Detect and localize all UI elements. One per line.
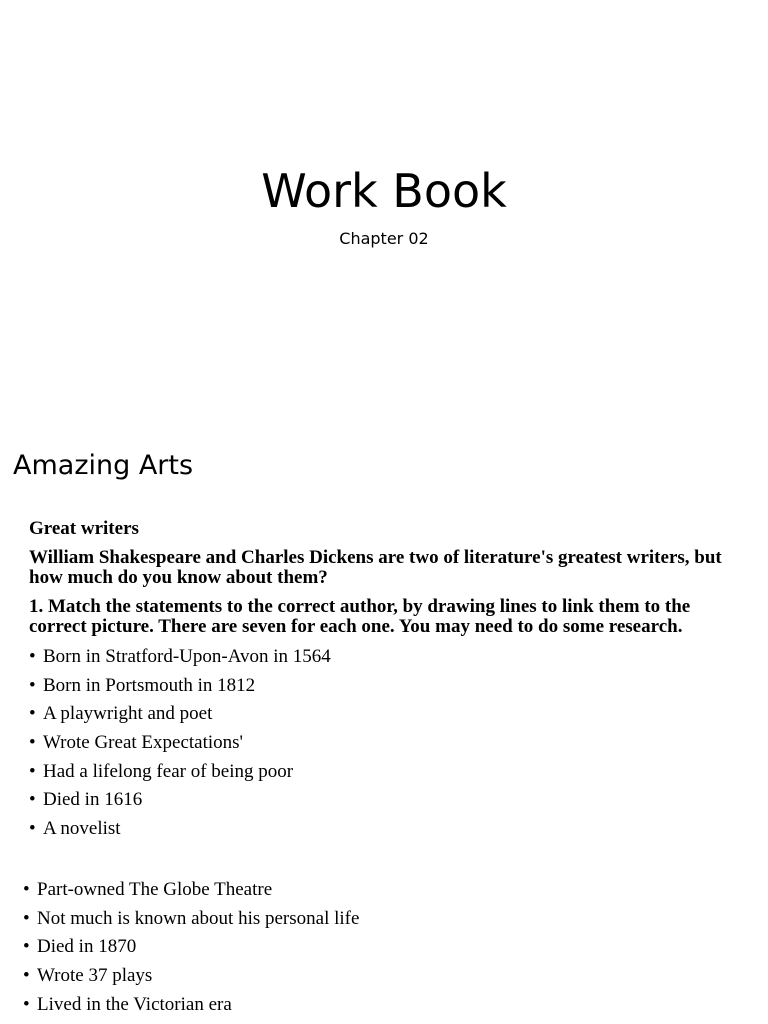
bullet-icon: • [23,936,30,958]
section-heading: Great writers [29,518,139,539]
section-content [29,519,749,847]
list-item: • Born in Stratford-Upon-Avon in 1564 [29,646,331,667]
list-item: • Not much is known about his personal life [23,907,360,929]
bullet-icon: • [29,789,36,811]
section-title: Amazing Arts [13,450,194,481]
list-item: • Had a lifelong fear of being poor [29,760,294,782]
question-paragraph: 1. Match the statements to the correct author, by drawing lines to link them to the correct picture. There are seven for each one. You may need to do some research. [29,596,691,637]
bullet-icon: • [23,993,30,1015]
bullet-icon: • [23,879,30,900]
statement-list-a [29,646,749,847]
list-item: • Lived in the Victorian era [23,993,232,1015]
list-item: • Born in Portsmouth in 1812 [29,674,256,696]
bullet-icon: • [23,907,30,929]
list-item: • Wrote Great Expectations' [29,732,243,754]
statement-list-b [23,879,743,1022]
statement-list-b-container [23,879,743,1022]
page-subtitle: Chapter 02 [339,229,429,248]
bullet-icon: • [29,760,36,782]
list-item: • Part-owned The Globe Theatre [23,879,273,900]
intro-paragraph: William Shakespeare and Charles Dickens are two of literature's greatest writers, but how much do you know about them? [29,547,722,588]
list-item: • Wrote 37 plays [23,965,153,987]
bullet-icon: • [23,965,30,987]
list-item: • Died in 1616 [29,789,143,811]
list-item: • A novelist [29,818,121,840]
bullet-icon: • [29,674,36,696]
bullet-icon: • [29,703,36,725]
page-title: Work Book [261,164,507,218]
list-item: • Died in 1870 [23,936,137,958]
bullet-icon: • [29,818,36,840]
list-item: • A playwright and poet [29,703,213,725]
bullet-icon: • [29,646,36,667]
bullet-icon: • [29,732,36,754]
